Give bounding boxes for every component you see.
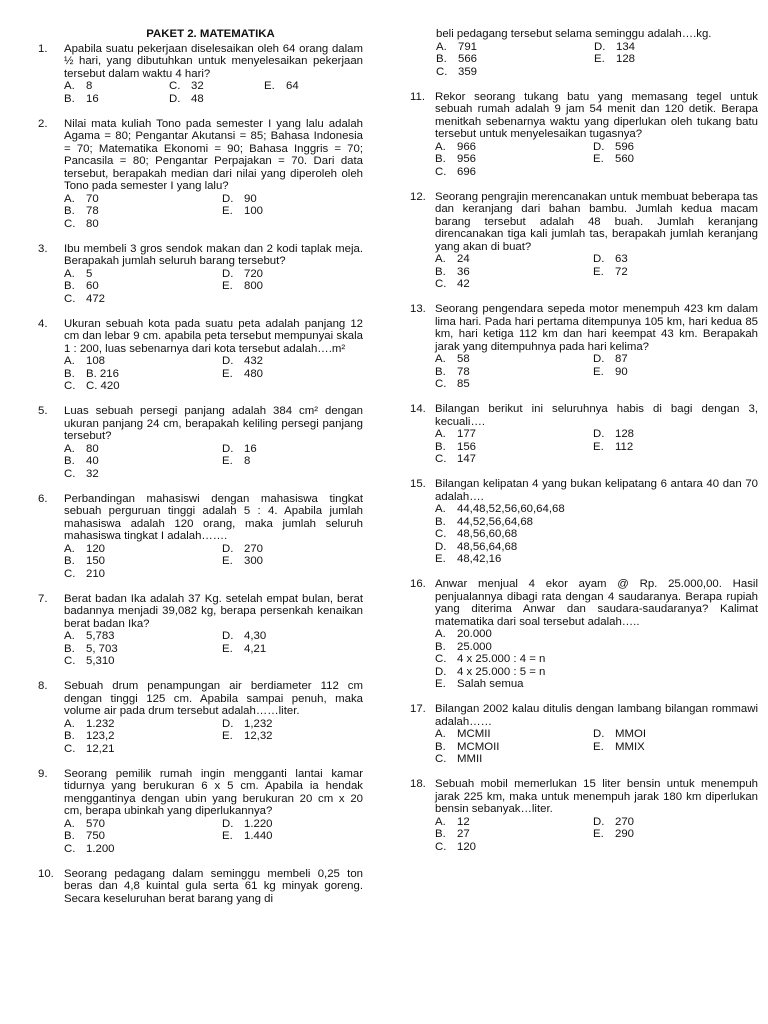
question-5 (38, 405, 363, 480)
options (435, 141, 758, 179)
option-b: B. 156 (435, 440, 477, 453)
question-stem: Luas sebuah persegi panjang adalah 384 cm² dengan ukuran panjang 24 cm, berapakah keliling persegi panjang tersebut? (64, 405, 363, 442)
option-a: A. 8 (64, 80, 93, 92)
question-number: 7. (38, 592, 48, 605)
options (64, 80, 363, 105)
question-stem: Rekor seorang tukang batu yang memasang tegel untuk sebuah rumah adalah 9 jam 54 menit dan 120 detik. Berapa menitkah sebenarnya waktu yang diperlukan oleh tukang batu tersebut untuk menyelesaikan tugasnya? (435, 90, 758, 140)
option-b: B. 40 (64, 455, 99, 467)
right-column (410, 28, 758, 866)
option-e: E. 64 (264, 80, 299, 92)
options (64, 355, 363, 393)
option-b: B. 956 (435, 153, 477, 165)
option-e: E. 290 (593, 828, 635, 840)
options (64, 818, 363, 856)
question-stem: Sebuah mobil memerlukan 15 liter bensin untuk menempuh jarak 225 km, maka untuk menempuh jarak 180 km diperlukan bensin sebanyak…liter. (435, 778, 758, 815)
option-a: A. 12 (435, 815, 470, 828)
options (64, 268, 363, 306)
question-15 (410, 478, 758, 566)
option-e: E. Salah semua (435, 678, 524, 690)
option-e: E. 1.440 (222, 830, 273, 842)
option-d: D. 128 (593, 428, 635, 440)
option-d: D. 1.220 (222, 817, 273, 830)
question-number: 10. (38, 867, 54, 880)
question-16 (410, 578, 758, 691)
option-b: B. 78 (64, 205, 99, 217)
option-d: D. 48 (169, 92, 204, 105)
option-a: A. 177 (435, 428, 477, 440)
option-d: D. 596 (593, 140, 635, 153)
question-stem: Bilangan berikut ini seluruhnya habis di bagi dengan 3, kecuali…. (435, 403, 758, 428)
option-a: A. 80 (64, 442, 99, 455)
options (435, 816, 758, 854)
option-e: E. 128 (594, 53, 636, 65)
option-a: A. MCMII (435, 728, 491, 740)
option-d: D. 432 (222, 355, 264, 367)
option-b: B. 150 (64, 555, 106, 567)
option-c: C. 472 (64, 292, 106, 305)
option-e: E. 300 (222, 555, 264, 567)
question-number: 15. (410, 478, 426, 490)
question-11 (410, 91, 758, 179)
question-stem: Bilangan kelipatan 4 yang bukan kelipatang 6 antara 40 dan 70 adalah…. (435, 478, 758, 503)
option-a: A. 58 (435, 353, 470, 365)
question-stem: Bilangan 2002 kalau ditulis dengan lambang bilangan rommawi adalah…… (435, 703, 758, 728)
question-stem: Ukuran sebuah kota pada suatu peta adalah panjang 12 cm dan lebar 9 cm. apabila peta tersebut mempunyai skala 1 : 200, luas sebenarnya dari kota tersebut adalah….m² (64, 317, 363, 355)
question-6 (38, 493, 363, 581)
option-e: E. 100 (222, 205, 264, 217)
option-d: D. 4,30 (222, 630, 267, 642)
question-number: 13. (410, 303, 426, 315)
question-number: 16. (410, 578, 426, 590)
option-d: D. 48,56,64,68 (435, 540, 518, 553)
option-d: D. 63 (593, 253, 628, 265)
question-stem: Seorang pedagang dalam seminggu membeli 0,25 ton beras dan 4,8 kuintal gula serta 61 kg minyak goreng. Secara keseluruhan berat barang yang di (64, 867, 363, 905)
option-c: C. 5,310 (64, 655, 115, 667)
option-c: C. 80 (64, 217, 99, 230)
option-d: D. 134 (594, 40, 636, 53)
option-c: C. 359 (436, 65, 478, 78)
options (64, 630, 363, 668)
option-c: C. 32 (169, 80, 204, 92)
option-b: B. 44,52,56,64,68 (435, 515, 534, 528)
question-number: 4. (38, 317, 48, 330)
question-number: 11. (410, 90, 425, 103)
option-c: C. 4 x 25.000 : 4 = n (435, 653, 546, 665)
option-b: B. 123,2 (64, 730, 115, 742)
option-a: A. 24 (435, 253, 470, 265)
option-e: E. 12,32 (222, 730, 273, 742)
option-e: E. 48,42,16 (435, 553, 502, 565)
question-number: 6. (38, 492, 48, 505)
question-stem: Seorang pengendara sepeda motor menempuh 423 km dalam lima hari. Pada hari pertama ditempunya 105 km, hari kedua 85 km, hari ketiga 112 km dan hari keempat 43 km. Berapakah jarak yang ditempuhnya pada hari kelima? (435, 303, 758, 353)
question-stem: Seorang pemilik rumah ingin mengganti lantai kamar tidurnya yang berukuran 6 x 5 cm. Apabila ia hendak menggantinya dengan ubin yang berukuran 20 cm x 20 cm, berapa ubinkah yang diperlukannya? (64, 767, 363, 817)
option-b: B. MCMOII (435, 740, 500, 753)
option-a: A. 1.232 (64, 717, 115, 730)
options (435, 728, 758, 766)
question-8 (38, 680, 363, 755)
question-number: 18. (410, 778, 426, 790)
option-c: C. 12,21 (64, 742, 115, 755)
option-e: E. 4,21 (222, 642, 267, 655)
option-a: A. 791 (436, 40, 478, 53)
question-2 (38, 118, 363, 231)
option-a: A. 108 (64, 355, 106, 367)
question-stem: Ibu membeli 3 gros sendok makan dan 2 kodi taplak meja. Berapakah jumlah seluruh barang tersebut? (64, 242, 363, 267)
question-number: 5. (38, 405, 48, 417)
question-12 (410, 191, 758, 291)
option-c: C. 696 (435, 165, 477, 178)
option-a: A. 44,48,52,56,60,64,68 (435, 503, 565, 515)
options (64, 543, 363, 581)
option-e: E. 72 (593, 265, 628, 278)
question-stem: Nilai mata kuliah Tono pada semester I yang lalu adalah Agama = 80; Pengantar Akutansi = 85; Bahasa Indonesia = 70; Matematika Ekonomi = 90; Bahasa Inggris = 70; Pancasila = 80; Pengantar Perpajakan = 70. Dari data tersebut, berapakah median dari nilai yang diperoleh oleh Tono pada semester I yang lalu? (64, 117, 363, 192)
page-title: PAKET 2. MATEMATIKA (146, 28, 275, 40)
question-3 (38, 243, 363, 306)
option-d: D. 16 (222, 442, 257, 455)
option-a: A. 570 (64, 817, 106, 830)
question-stem: beli pedagang tersebut selama seminggu adalah….kg. (436, 28, 712, 40)
question-stem: Berat badan Ika adalah 37 Kg. setelah empat bulan, berat badannya menjadi 39,082 kg, berapa persenkah kenaikan berat badan Ika? (64, 592, 363, 630)
question-stem: Perbandingan mahasiswi dengan mahasiswa tingkat sebuah perguruan tinggi adalah 5 : 4. Apabila jumlah mahasiswa adalah 120 orang, maka jumlah seluruh mahasiswa tingkat I adalah……. (64, 492, 363, 542)
option-e: E. 90 (593, 365, 628, 378)
options (64, 193, 363, 231)
option-b: B. B. 216 (64, 367, 119, 380)
option-c: C. 85 (435, 378, 470, 390)
left-column (38, 28, 363, 918)
option-d: D. 720 (222, 267, 264, 280)
option-c: C. 42 (435, 278, 470, 290)
option-c: C. 120 (435, 840, 477, 853)
option-c: C. 210 (64, 567, 106, 580)
option-a: A. 20.000 (435, 628, 492, 640)
option-b: B. 27 (435, 828, 470, 840)
options (64, 443, 363, 481)
option-e: E. 480 (222, 367, 264, 380)
option-b: B. 78 (435, 365, 470, 378)
option-c: C. C. 420 (64, 380, 120, 392)
option-c: C. 1.200 (64, 842, 115, 855)
options (64, 718, 363, 756)
options (435, 503, 758, 566)
question-4 (38, 318, 363, 393)
question-stem: Sebuah drum penampungan air berdiameter 112 cm dengan tinggi 125 cm. Apabila sampai penuh, maka volume air pada drum tersebut adalah……liter. (64, 680, 363, 717)
option-d: D. 1,232 (222, 717, 273, 730)
option-e: E. 8 (222, 455, 251, 467)
question-number: 8. (38, 680, 48, 692)
option-e: E. 800 (222, 280, 264, 292)
question-number: 17. (410, 703, 426, 715)
question-number: 14. (410, 403, 426, 415)
option-d: D. 270 (593, 815, 635, 828)
question-14 (410, 403, 758, 466)
options (436, 41, 758, 79)
question-1 (38, 43, 363, 106)
option-e: E. 560 (593, 153, 635, 165)
option-c: C. 32 (64, 467, 99, 480)
option-a: A. 5,783 (64, 630, 115, 642)
option-d: D. 4 x 25.000 : 5 = n (435, 665, 546, 678)
option-b: B. 36 (435, 265, 470, 278)
question-10 (38, 868, 363, 906)
option-c: C. 147 (435, 453, 477, 465)
option-c: C. MMII (435, 753, 483, 765)
question-stem: Seorang pengrajin merencanakan untuk membuat beberapa tas dan keranjang dari bahan bambu. Jumlah kedua macam barang tersebut adalah 48 buah. Jumlah keranjang direncanakan tiga kali jumlah tas, berapakah jumlah keranjang yang akan di buat? (435, 190, 758, 253)
question-number: 3. (38, 242, 48, 255)
option-e: E. 112 (593, 440, 634, 453)
option-c: C. 48,56,60,68 (435, 528, 518, 540)
question-9 (38, 768, 363, 856)
option-d: D. MMOI (593, 728, 647, 740)
option-a: A. 966 (435, 140, 477, 153)
question-13 (410, 303, 758, 391)
option-a: A. 5 (64, 267, 93, 280)
options (435, 253, 758, 291)
option-b: B. 25.000 (435, 640, 492, 653)
option-b: B. 5, 703 (64, 642, 118, 655)
option-e: E. MMIX (593, 740, 645, 753)
option-b: B. 566 (436, 53, 478, 65)
question-stem: Apabila suatu pekerjaan diselesaikan oleh 64 orang dalam ½ hari, yang dibutuhkan untuk menyelesaikan pekerjaan tersebut dalam waktu 4 hari? (64, 42, 363, 80)
option-b: B. 60 (64, 280, 99, 292)
option-d: D. 87 (593, 353, 628, 365)
option-b: B. 16 (64, 92, 99, 105)
question-18 (410, 778, 758, 853)
question-17 (410, 703, 758, 766)
option-d: D. 270 (222, 542, 264, 555)
question-7 (38, 593, 363, 668)
question-number: 2. (38, 117, 48, 130)
option-a: A. 70 (64, 192, 99, 205)
option-b: B. 750 (64, 830, 106, 842)
option-d: D. 90 (222, 192, 257, 205)
question-number: 1. (38, 42, 48, 55)
option-a: A. 120 (64, 542, 106, 555)
question-number: 9. (38, 767, 48, 780)
options (435, 628, 758, 691)
question-number: 12. (410, 190, 426, 203)
options (435, 353, 758, 391)
question-stem: Anwar menjual 4 ekor ayam @ Rp. 25.000,00. Hasil penjualannya dibagi rata dengan 4 saudaranya. Berapa rupiah yang diterima Anwar dan saudara-saudaranya? Kalimat matematika dari soal tersebut adalah….. (435, 578, 758, 628)
options (435, 428, 758, 466)
question-10-continued (410, 28, 758, 78)
